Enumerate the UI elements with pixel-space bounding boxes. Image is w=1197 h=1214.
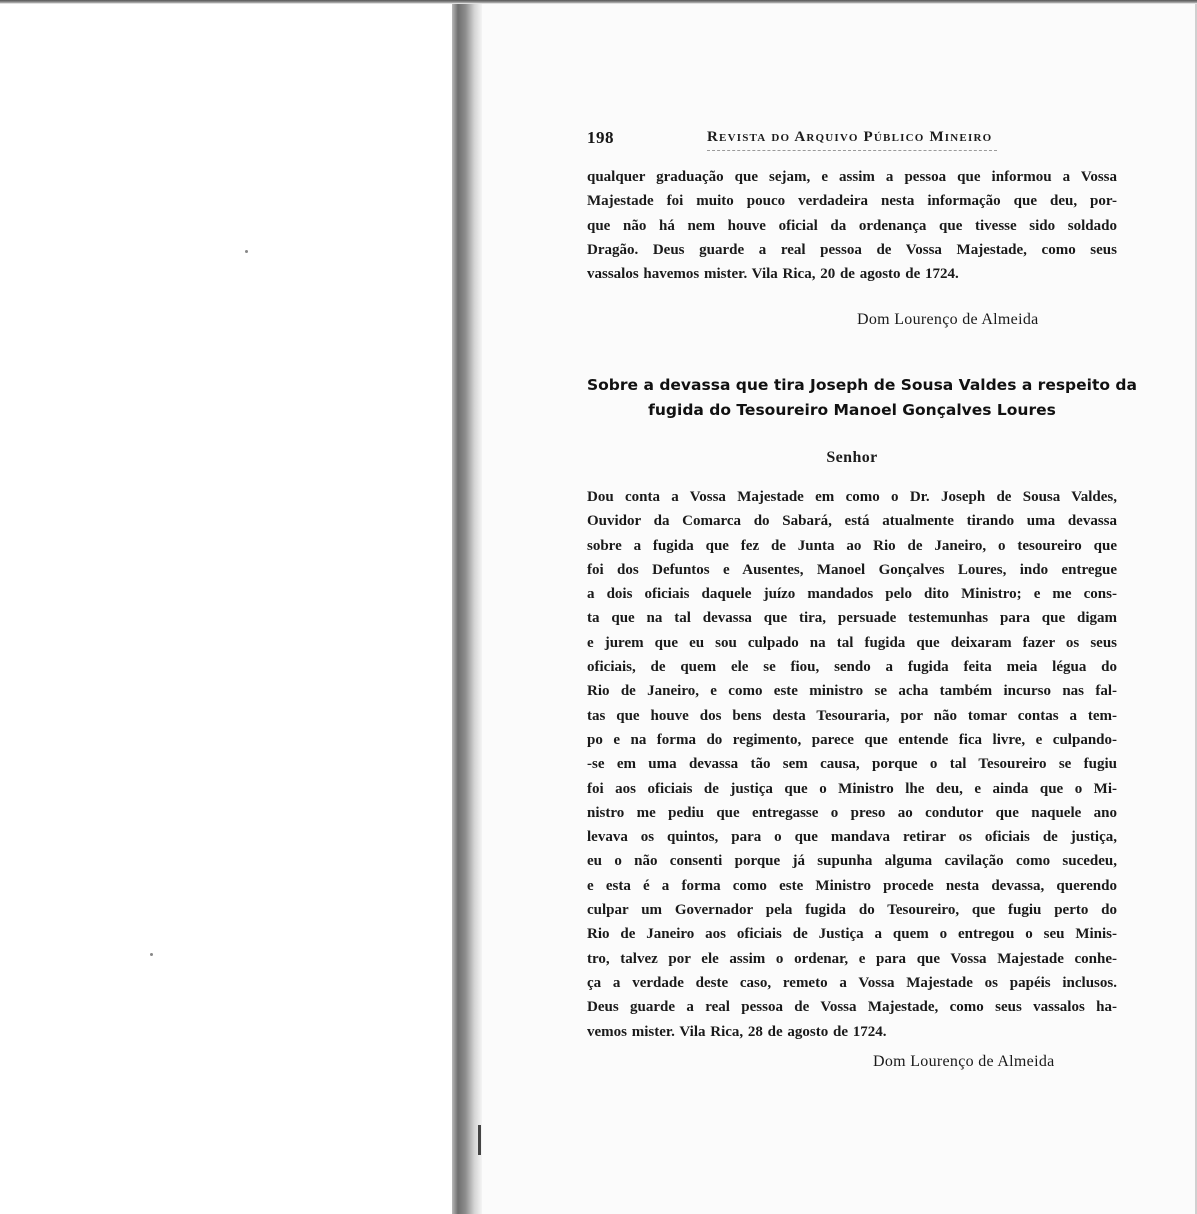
letter-1-signature: Dom Lourenço de Almeida: [857, 311, 1039, 328]
text-line: a dois oficiais daquele juízo mandados pelo dito Ministro; e me cons-: [587, 586, 1117, 603]
text-line: e jurem que eu sou culpado na tal fugida que deixaram fazer os seus: [587, 634, 1117, 651]
text-line: tas que houve dos bens desta Tesouraria, por não tomar contas a tem-: [587, 707, 1117, 724]
title-line: Sobre a devassa que tira Joseph de Sousa Valdes a respeito da: [587, 376, 1137, 394]
text-line: ça a verdade deste caso, remeto a Vossa Majestade os papéis inclusos.: [587, 974, 1117, 991]
letter-1-body: [587, 165, 1117, 286]
text-line: Rio de Janeiro aos oficiais de Justiça a quem o entregou o seu Minis-: [587, 926, 1117, 943]
text-line: ta que na tal devassa que tira, persuade testemunhas para que digam: [587, 610, 1117, 627]
text-line: eu o não consenti porque já supunha alguma cavilação como sucedeu,: [587, 853, 1117, 870]
text-line: Deus guarde a real pessoa de Vossa Majestade, como seus vassalos ha-: [587, 999, 1117, 1016]
text-line: Majestade foi muito pouco verdadeira nesta informação que deu, por-: [587, 193, 1117, 210]
text-line: vemos mister. Vila Rica, 28 de agosto de 1724.: [587, 1023, 887, 1040]
title-line: fugida do Tesoureiro Manoel Gonçalves Loures: [648, 401, 1056, 419]
page-number: 198: [587, 128, 614, 147]
text-line: Rio de Janeiro, e como este ministro se acha também incurso nas fal-: [587, 683, 1117, 700]
text-line: nistro me pediu que entregasse o preso ao condutor que naquele ano: [587, 804, 1117, 821]
text-line: po e na forma do regimento, parece que entende fica livre, e culpando-: [587, 731, 1117, 748]
text-line: Dragão. Deus guarde a real pessoa de Vossa Majestade, como seus: [587, 241, 1117, 258]
letter-2-body: [587, 485, 1117, 1044]
text-line: culpar um Governador pela fugida do Tesoureiro, que fugiu perto do: [587, 902, 1117, 919]
book-gutter: [452, 0, 482, 1214]
text-line: foi dos Defuntos e Ausentes, Manoel Gonçalves Loures, indo entregue: [587, 561, 1117, 578]
text-line: foi aos oficiais de justiça que o Ministro lhe deu, e ainda que o Mi-: [587, 780, 1117, 797]
text-line: vassalos havemos mister. Vila Rica, 20 de agosto de 1724.: [587, 266, 959, 283]
salutation: Senhor: [826, 449, 878, 466]
text-line: Dou conta a Vossa Majestade em como o Dr. Joseph de Sousa Valdes,: [587, 489, 1117, 505]
text-line: que não há nem houve oficial da ordenança que tivesse sido soldado: [587, 217, 1117, 234]
text-line: -se em uma devassa tão sem causa, porque o tal Tesoureiro se fugiu: [587, 756, 1117, 773]
gutter-mark: [478, 1125, 481, 1155]
text-line: e esta é a forma como este Ministro procede nesta devassa, querendo: [587, 877, 1117, 894]
letter-2-signature: Dom Lourenço de Almeida: [873, 1053, 1055, 1070]
text-line: Ouvidor da Comarca do Sabará, está atualmente tirando uma devassa: [587, 513, 1117, 530]
left-blank-page: [0, 0, 455, 1214]
page-speck: [245, 250, 248, 253]
text-line: qualquer graduação que sejam, e assim a pessoa que informou a Vossa: [587, 169, 1117, 185]
journal-title: Revista do Arquivo Público Mineiro: [707, 129, 993, 145]
letter-2-title: [587, 373, 1137, 423]
text-line: sobre a fugida que fez de Junta ao Rio de Janeiro, o tesoureiro que: [587, 537, 1117, 554]
running-head: [587, 128, 1117, 152]
page-speck: [150, 953, 153, 956]
text-line: oficiais, de quem ele se fiou, sendo a fugida feita meia légua do: [587, 659, 1117, 676]
text-line: tro, talvez por ele assim o ordenar, e para que Vossa Majestade conhe-: [587, 950, 1117, 967]
text-line: levava os quintos, para o que mandava retirar os oficiais de justiça,: [587, 829, 1117, 846]
header-rule: [707, 150, 997, 151]
